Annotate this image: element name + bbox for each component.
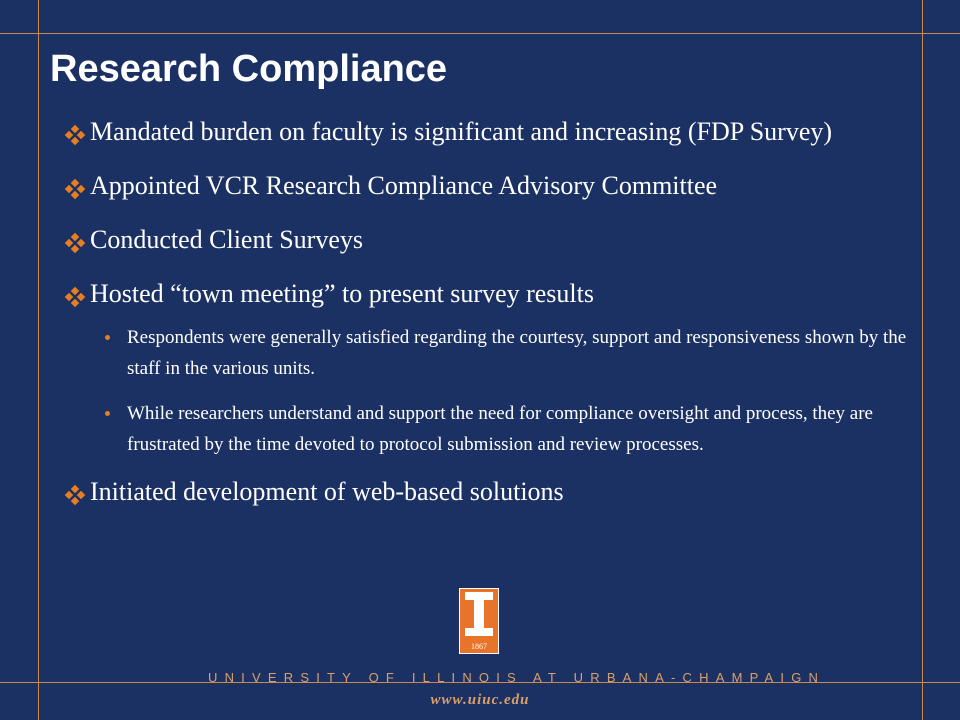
logo-year: 1867 bbox=[471, 642, 487, 651]
sub-bullet-list bbox=[90, 322, 916, 460]
bullet-list bbox=[66, 114, 916, 510]
four-diamond-bullet-icon bbox=[66, 234, 84, 252]
university-name: UNIVERSITY OF ILLINOIS AT URBANA-CHAMPAIGN bbox=[208, 670, 826, 685]
bullet-text: Appointed VCR Research Compliance Advisory Committee bbox=[90, 171, 718, 200]
four-diamond-bullet-icon bbox=[66, 288, 84, 306]
four-diamond-bullet-icon bbox=[66, 486, 84, 504]
bullet-text: Hosted “town meeting” to present survey results bbox=[90, 279, 594, 308]
dot-bullet-icon bbox=[105, 335, 110, 340]
top-border-line bbox=[0, 33, 960, 34]
dot-bullet-icon bbox=[105, 411, 110, 416]
right-border-line bbox=[922, 0, 923, 720]
four-diamond-bullet-icon bbox=[66, 126, 84, 144]
sub-bullet-item bbox=[90, 322, 916, 384]
bullet-item bbox=[66, 168, 916, 204]
university-url: www.uiuc.edu bbox=[430, 692, 530, 708]
slide-title: Research Compliance bbox=[50, 48, 448, 90]
bullet-text: Initiated development of web-based solutions bbox=[90, 477, 564, 506]
bullet-item bbox=[66, 222, 916, 258]
bullet-text: Conducted Client Surveys bbox=[90, 225, 363, 254]
bullet-text: Mandated burden on faculty is significant and increasing (FDP Survey) bbox=[90, 117, 833, 146]
bullet-item bbox=[66, 474, 916, 510]
bullet-item bbox=[66, 276, 916, 460]
sub-bullet-item bbox=[90, 398, 916, 460]
sub-bullet-text: While researchers understand and support the need for compliance oversight and process, they are frustrated by the time devoted to protocol submission and review processes. bbox=[127, 403, 873, 455]
sub-bullet-text: Respondents were generally satisfied regarding the courtesy, support and responsiveness shown by the staff in the various units. bbox=[127, 327, 907, 379]
illinois-block-i-logo bbox=[459, 588, 499, 654]
four-diamond-bullet-icon bbox=[66, 180, 84, 198]
bullet-item bbox=[66, 114, 916, 150]
block-i-icon bbox=[465, 592, 493, 636]
left-border-line bbox=[38, 0, 39, 720]
